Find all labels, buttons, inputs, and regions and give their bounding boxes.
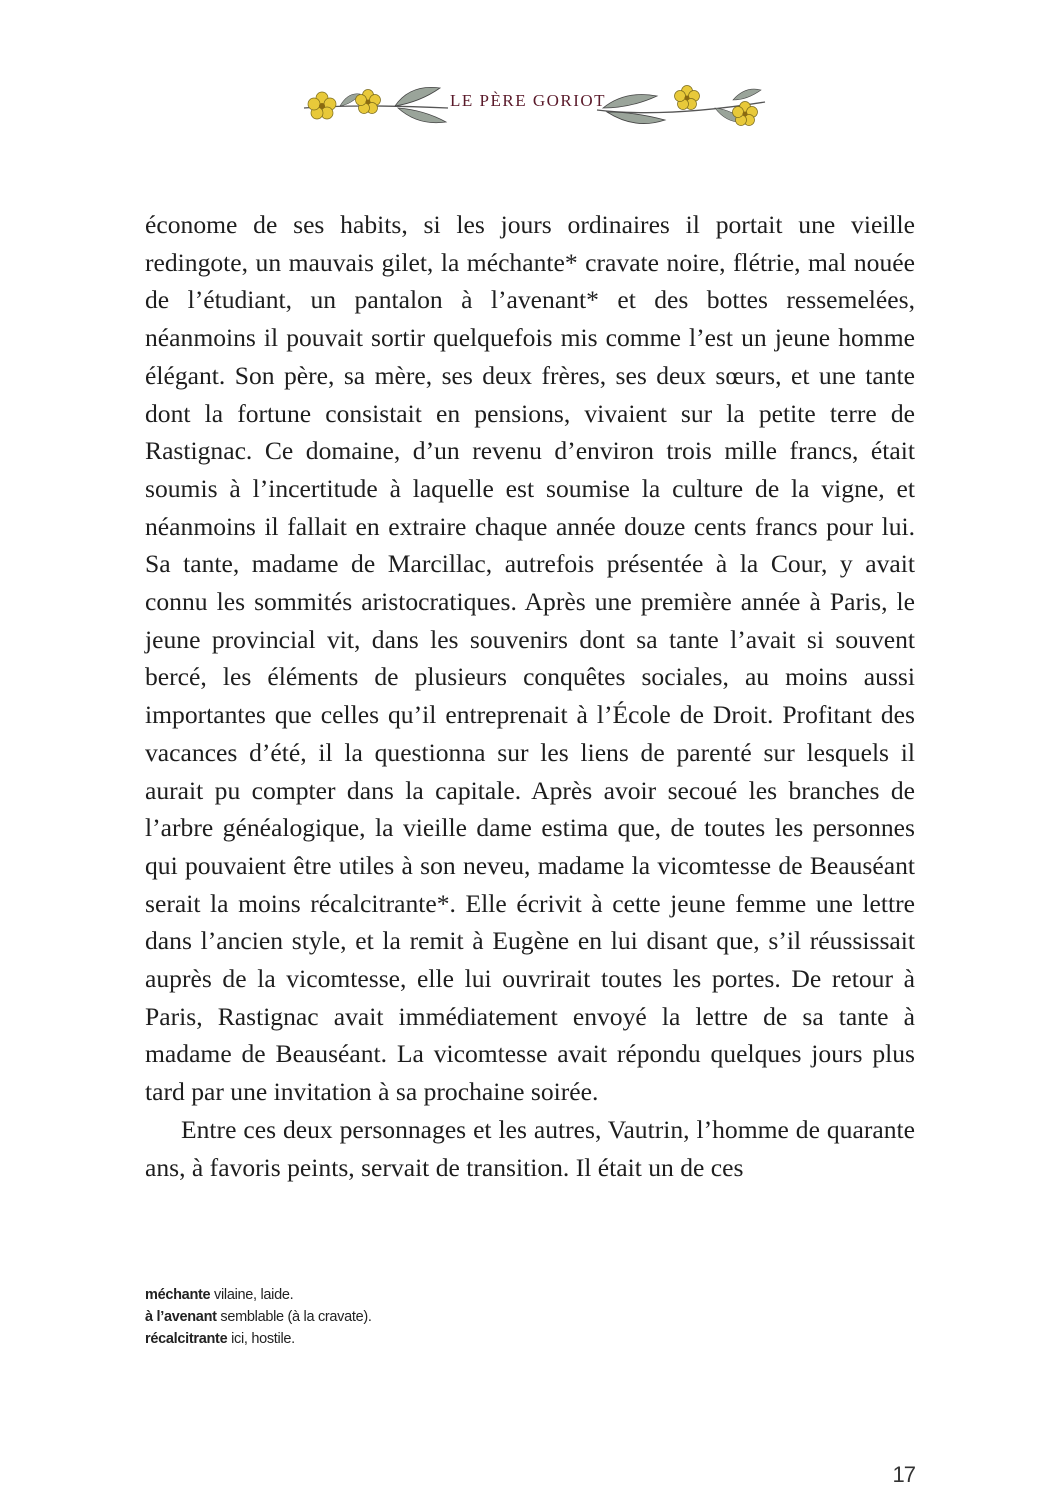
footnote-definition: ici, hostile. [227,1331,295,1347]
footnote [145,1284,645,1306]
footnote [145,1328,645,1350]
footnote-term: à l’avenant [145,1309,217,1325]
main-text [145,206,915,1186]
footnote [145,1306,645,1328]
paragraph: Entre ces deux personnages et les autres, Vautrin, l’homme de quarante ans, à favoris peints, servait de transition. Il était un de ces [145,1114,915,1182]
page-number: 17 [892,1462,915,1487]
footnote-definition: semblable (à la cravate). [216,1309,372,1325]
footnote-definition: vilaine, laide. [210,1287,294,1303]
flower-ornament-left [300,78,450,134]
flower-ornament-right [595,78,770,134]
footnotes [145,1284,645,1350]
running-title: LE PÈRE GORIOT [450,91,607,110]
running-header [300,78,770,134]
footnote-term: méchante [145,1287,211,1303]
paragraph: économe de ses habits, si les jours ordinaires il portait une vieille redingote, un mauvais gilet, la méchante* cravate noire, flétrie, mal nouée de l’étudiant, un pantalon à l’avenant* et des bottes ressemelées, néanmoins il pouvait sortir quelquefois mis comme l’est un jeune homme élégant. Son père, sa mère, ses deux frères, ses deux sœurs, et une tante dont la fortune consistait en pensions, vivaient sur la petite terre de Rastignac. Ce domaine, d’un revenu d’environ trois mille francs, était soumis à l’incertitude à laquelle est soumise la culture de la vigne, et néanmoins il fallait en extraire chaque année douze cents francs pour lui. Sa tante, madame de Marcillac, autrefois présentée à la Cour, y avait connu les sommités aristocratiques. Après une première année à Paris, le jeune provincial vit, dans les souvenirs dont sa tante l’avait si souvent bercé, les éléments de plusieurs conquêtes sociales, au moins aussi importantes que celles qu’il entreprenait à l’École de Droit. Profitant des vacances d’été, il la questionna sur les liens de parenté sur lesquels il aurait pu compter dans la capitale. Après avoir secoué les branches de l’arbre généalogique, la vieille dame estima que, de toutes les personnes qui pouvaient être utiles à son neveu, madame la vicomtesse de Beauséant serait la moins récalcitrante*. Elle écrivit à cette jeune femme une lettre dans l’ancien style, et la remit à Eugène en lui disant que, s’il réussissait auprès de la vicomtesse, elle lui ouvrirait toutes les portes. De retour à Paris, Rastignac avait immédiatement envoyé la lettre de sa tante à madame de Beauséant. La vicomtesse avait répondu quelques jours plus tard par une invitation à sa prochaine soirée. [145,210,915,1107]
footnote-term: récalcitrante [145,1331,228,1347]
